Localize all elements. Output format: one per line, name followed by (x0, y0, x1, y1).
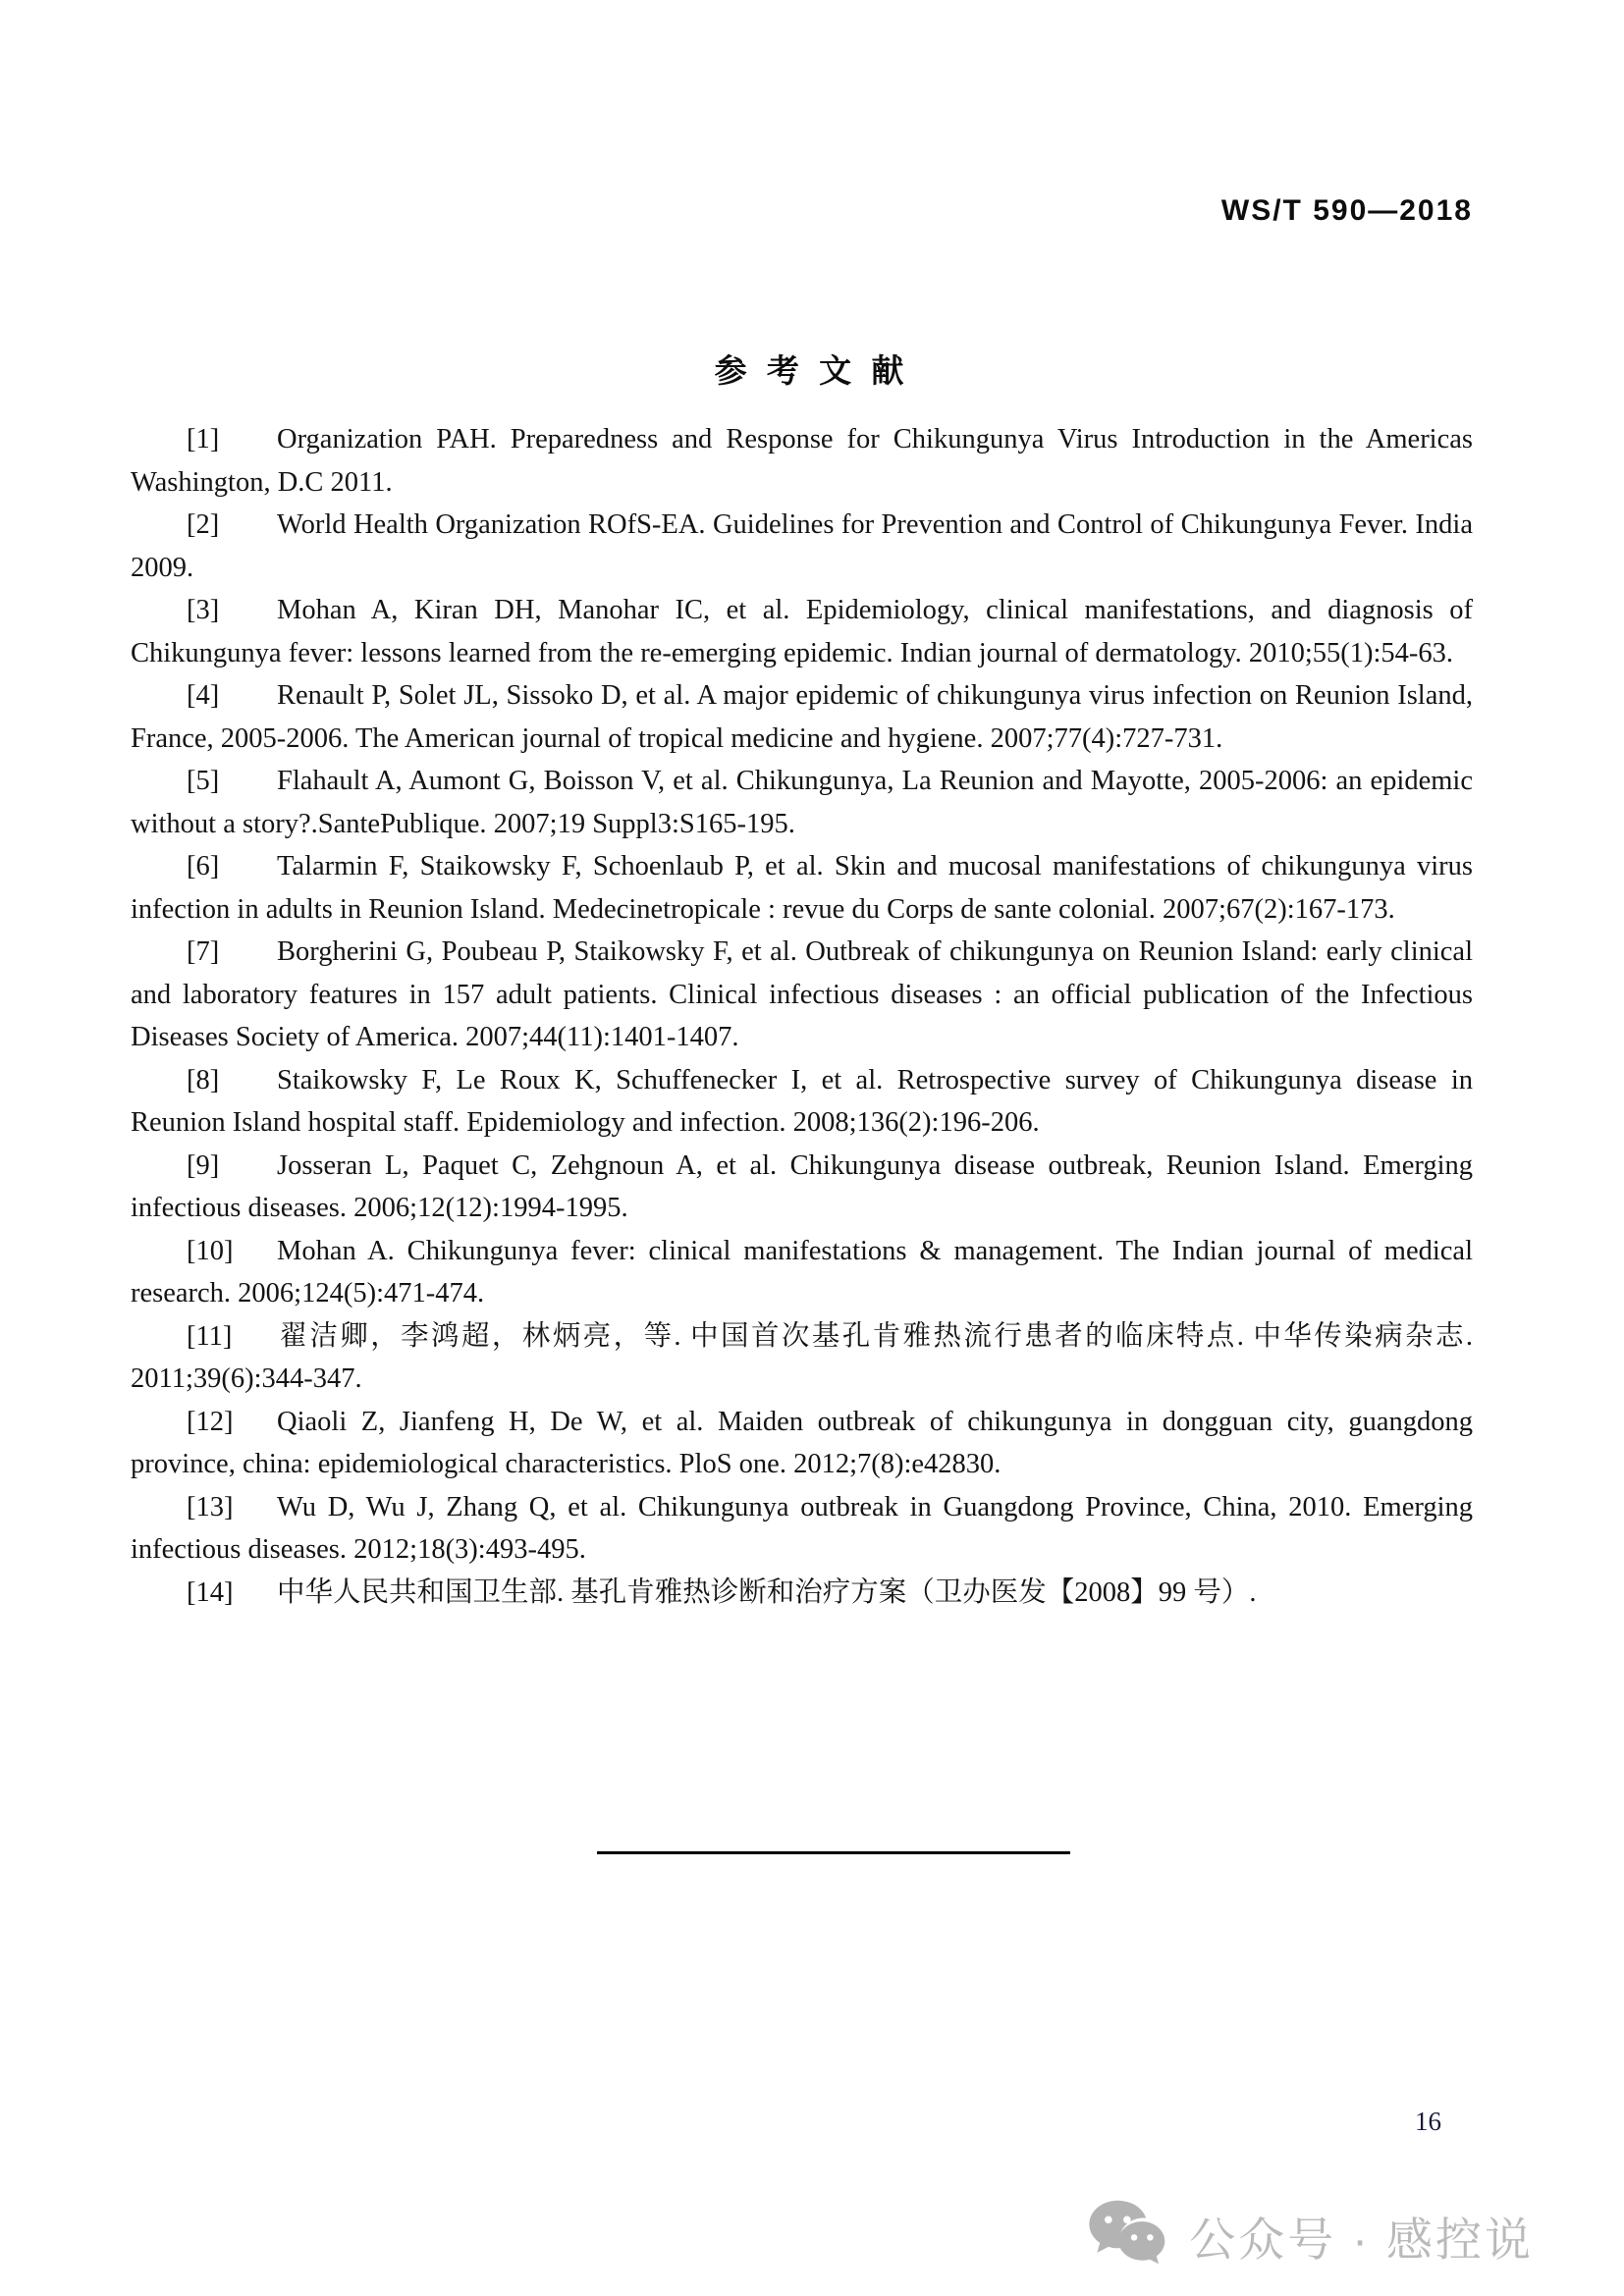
reference-number: [2] (187, 509, 220, 540)
reference-item (131, 1572, 1473, 1615)
watermark (1085, 2199, 1534, 2273)
reference-text: Josseran L, Paquet C, Zehgnoun A, et al. Chikungunya disease outbreak, Reunion Island. Emerging infectious diseases. 2006;12(12):1994-1995. (131, 1149, 1473, 1223)
reference-number: [12] (187, 1406, 234, 1437)
watermark-text: 公众号 · 感控说 (1189, 2213, 1534, 2266)
reference-text: Qiaoli Z, Jianfeng H, De W, et al. Maiden outbreak of chikungunya in dongguan city, guangdong province, china: epidemiological characteristics. PloS one. 2012;7(8):e42830. (131, 1406, 1473, 1479)
reference-text: Renault P, Solet JL, Sissoko D, et al. A major epidemic of chikungunya virus infection on Reunion Island, France, 2005-2006. The American journal of tropical medicine and hygiene. 2007;77(4):727-731. (131, 680, 1473, 754)
reference-number: [4] (187, 680, 220, 711)
wechat-icon (1085, 2199, 1175, 2273)
reference-item (131, 845, 1473, 931)
reference-number: [5] (187, 766, 220, 796)
reference-number: [14] (187, 1576, 234, 1608)
reference-item (131, 1059, 1473, 1145)
reference-item (131, 931, 1473, 1059)
reference-number: [11] (187, 1320, 233, 1352)
reference-item (131, 589, 1473, 674)
reference-text: Flahault A, Aumont G, Boisson V, et al. Chikungunya, La Reunion and Mayotte, 2005-2006: an epidemic without a story?.SantePublique. 2007;19 Suppl3:S165-195. (131, 766, 1473, 839)
references-list (131, 418, 1473, 1614)
reference-item (131, 1230, 1473, 1315)
reference-text: Borgherini G, Poubeau P, Staikowsky F, et al. Outbreak of chikungunya on Reunion Island: early clinical and laboratory features in 157 adult patients. Clinical infectious diseases : an official publication of the Infectious Diseases Society of America. 2007;44(11):1401-1407. (131, 936, 1473, 1052)
reference-item (131, 1315, 1473, 1401)
page-number: 16 (1415, 2107, 1441, 2136)
reference-number: [13] (187, 1491, 234, 1522)
reference-number: [7] (187, 936, 220, 967)
reference-item (131, 418, 1473, 504)
standard-number-header: WS/T 590—2018 (1220, 194, 1473, 227)
reference-item (131, 760, 1473, 845)
reference-item (131, 1401, 1473, 1486)
references-title: 参 考 文 献 (714, 354, 910, 390)
reference-text: Wu D, Wu J, Zhang Q, et al. Chikungunya outbreak in Guangdong Province, China, 2010. Emerging infectious diseases. 2012;18(3):493-495. (131, 1491, 1473, 1565)
reference-text: Organization PAH. Preparedness and Response for Chikungunya Virus Introduction in the Americas Washington, D.C 2011. (131, 424, 1473, 498)
reference-text: World Health Organization ROfS-EA. Guidelines for Prevention and Control of Chikungunya Fever. India 2009. (131, 509, 1473, 583)
reference-number: [8] (187, 1064, 220, 1095)
reference-text: Mohan A, Kiran DH, Manohar IC, et al. Epidemiology, clinical manifestations, and diagnosis of Chikungunya fever: lessons learned from the re-emerging epidemic. Indian journal of dermatology. 2010;55(1):54-63. (131, 595, 1473, 668)
reference-item (131, 674, 1473, 760)
reference-item (131, 1145, 1473, 1230)
end-divider-line (597, 1851, 1070, 1854)
reference-number: [1] (187, 424, 220, 454)
reference-text: Mohan A. Chikungunya fever: clinical manifestations & management. The Indian journal of medical research. 2006;124(5):471-474. (131, 1235, 1473, 1308)
reference-item (131, 1486, 1473, 1572)
reference-text: 翟洁卿，李鸿超，林炳亮，等. 中国首次基孔肯雅热流行患者的临床特点. 中华传染病杂志. 2011;39(6):344-347. (131, 1320, 1473, 1394)
reference-text: Talarmin F, Staikowsky F, Schoenlaub P, et al. Skin and mucosal manifestations of chikungunya virus infection in adults in Reunion Island. Medecinetropicale : revue du Corps de sante colonial. 2007;67(2):167-173. (131, 851, 1473, 925)
reference-item (131, 504, 1473, 589)
reference-text: 中华人民共和国卫生部. 基孔肯雅热诊断和治疗方案（卫办医发【2008】99 号）. (277, 1576, 1257, 1608)
reference-number: [9] (187, 1149, 220, 1181)
reference-number: [6] (187, 851, 220, 881)
reference-number: [3] (187, 595, 220, 625)
reference-text: Staikowsky F, Le Roux K, Schuffenecker I, et al. Retrospective survey of Chikungunya disease in Reunion Island hospital staff. Epidemiology and infection. 2008;136(2):196-206. (131, 1064, 1473, 1138)
reference-number: [10] (187, 1235, 234, 1266)
